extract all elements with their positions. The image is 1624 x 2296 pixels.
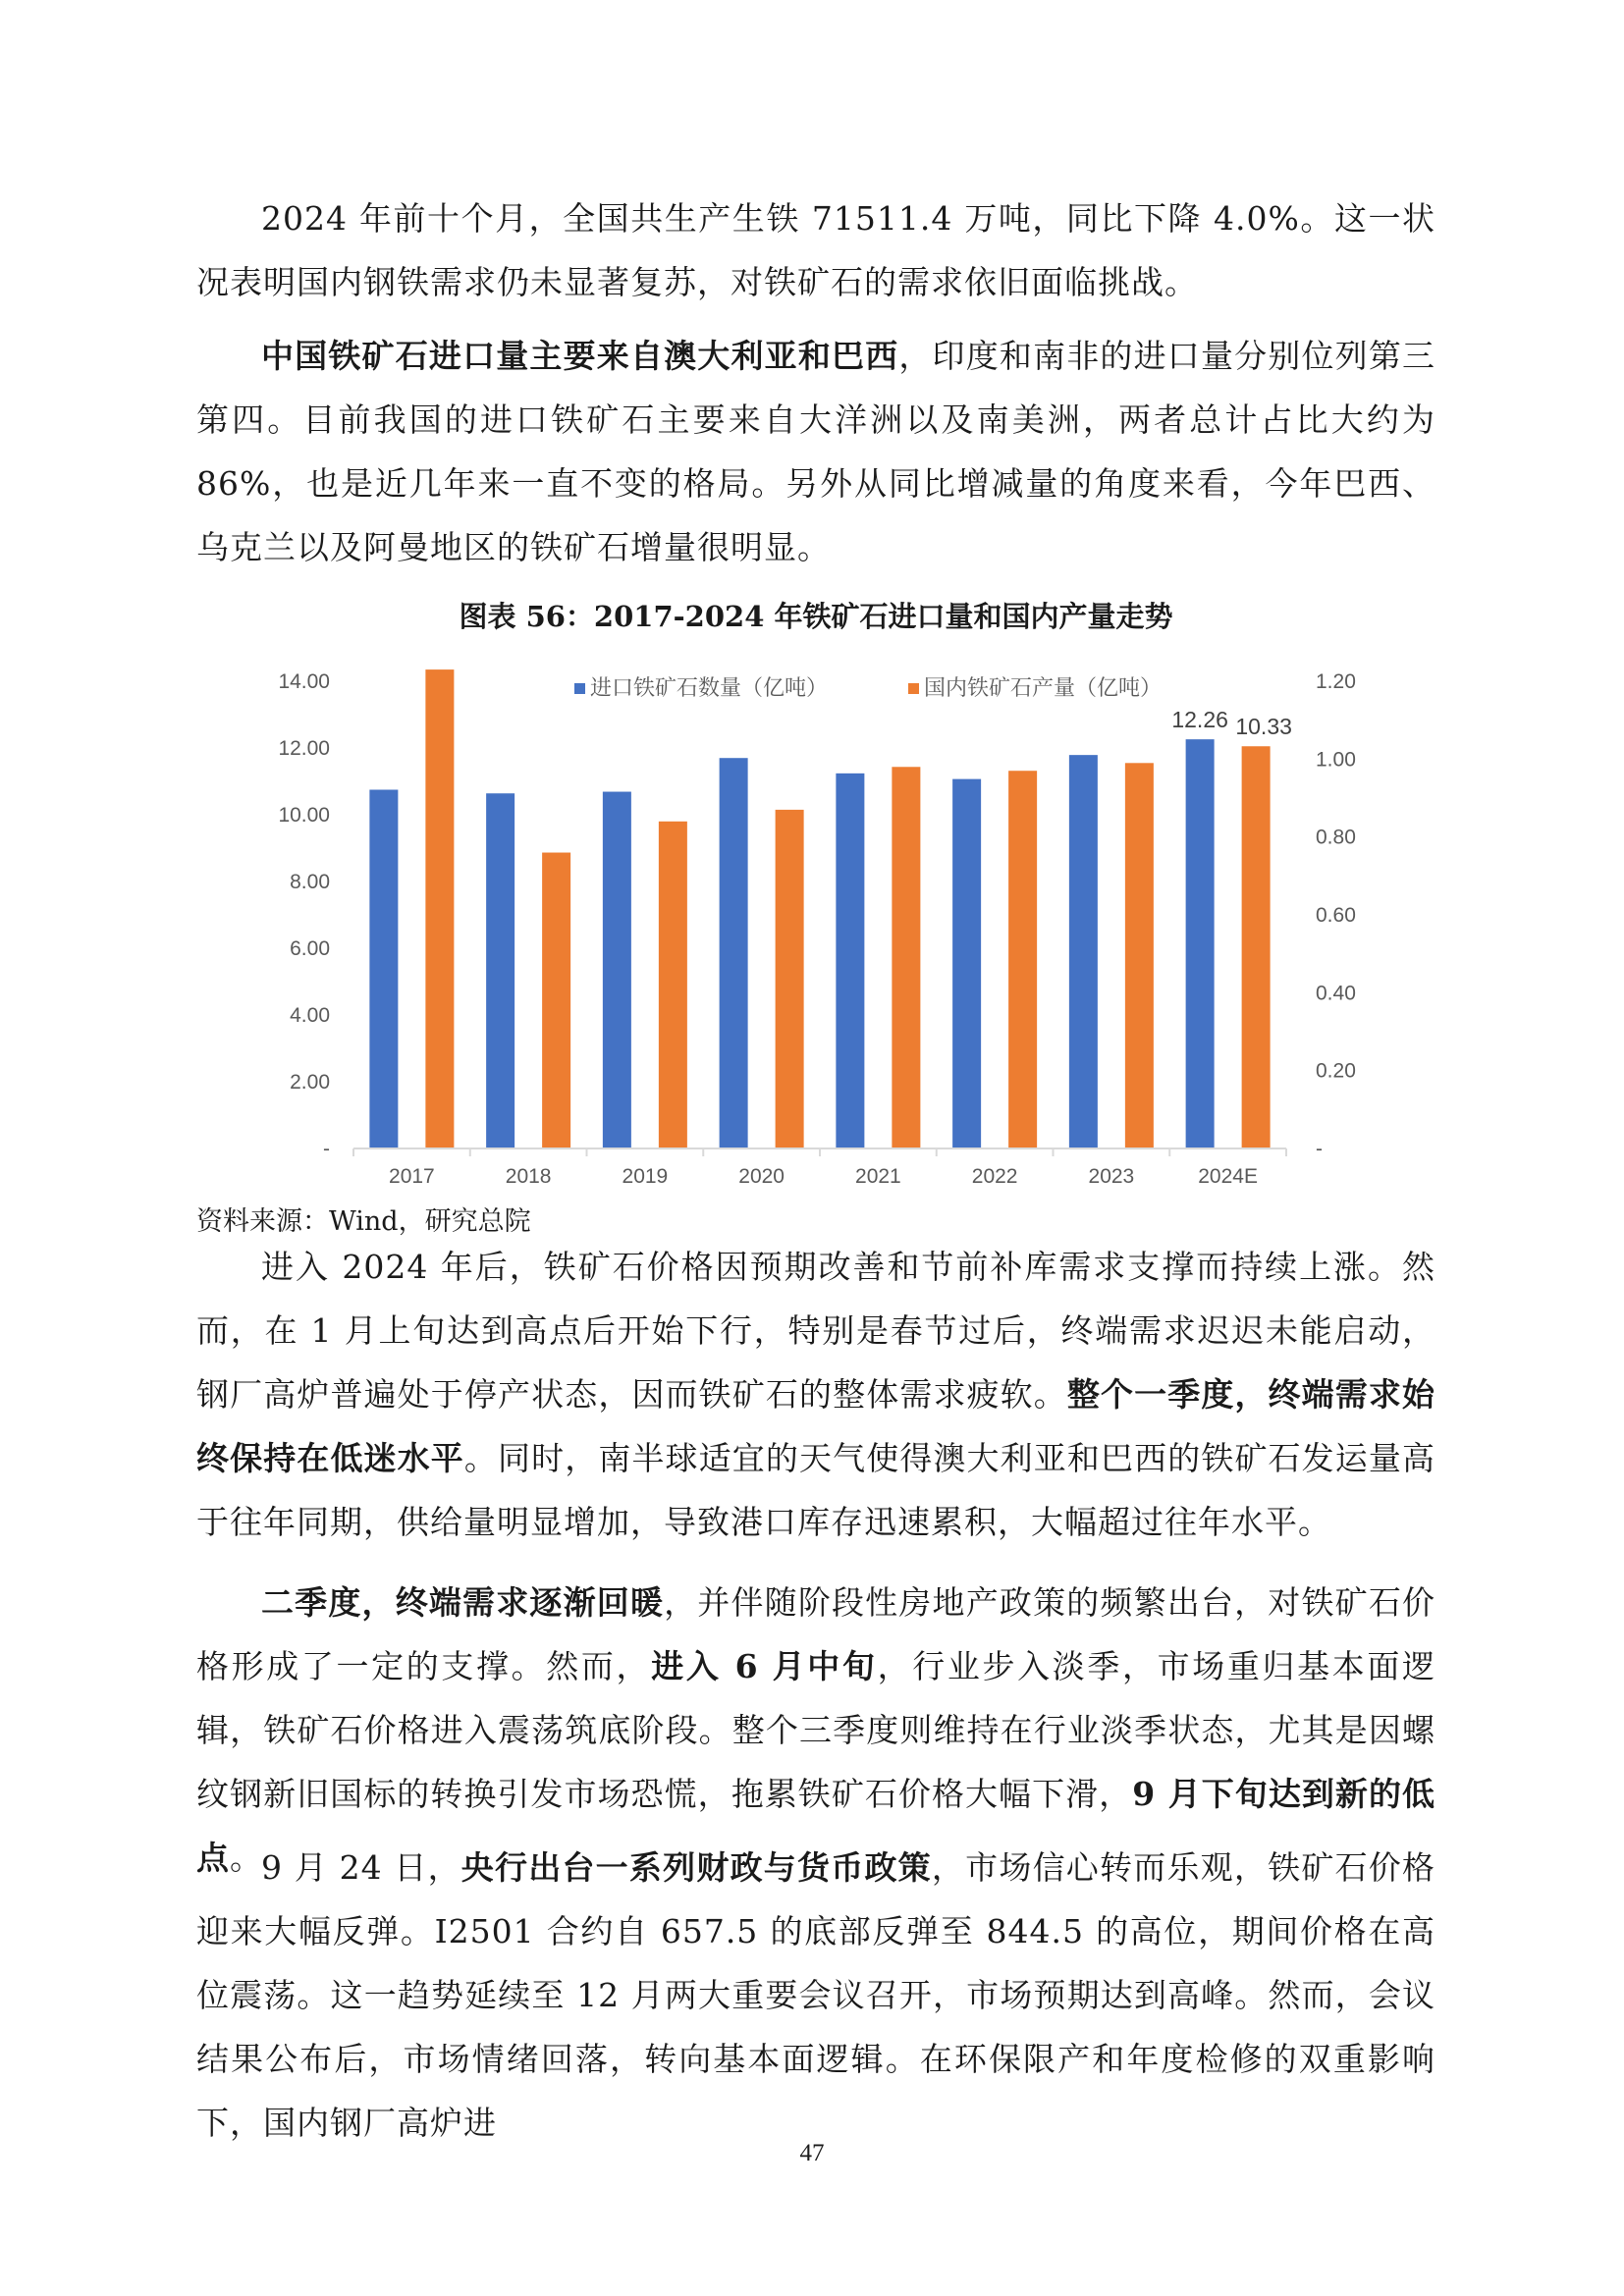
legend-label: 国内铁矿石产量（亿吨） — [924, 675, 1163, 700]
bar-import-2018 — [486, 793, 514, 1148]
bar-import-2021 — [836, 774, 864, 1148]
x-axis-tick-label: 2019 — [622, 1165, 669, 1188]
bar-domestic-2019 — [659, 822, 687, 1148]
right-axis-tick-label: - — [1316, 1138, 1323, 1160]
figure-caption: 图表 56：2017-2024 年铁矿石进口量和国内产量走势 — [459, 600, 1173, 633]
bar-domestic-2024E — [1242, 746, 1271, 1148]
x-axis-tick-label: 2024E — [1198, 1165, 1258, 1188]
bar-domestic-2018 — [542, 853, 570, 1148]
bar-import-2024E — [1186, 739, 1215, 1148]
left-axis-tick-label: 6.00 — [290, 937, 330, 960]
legend-swatch — [574, 683, 585, 694]
data-label: 10.33 — [1235, 714, 1292, 740]
text-run: 2024 年前十个月，全国共生产生铁 71511.4 万吨，同比下降 4.0%。这一状况表明国内钢铁需求仍未显著复苏，对铁矿石的需求依旧面临挑战。 — [196, 199, 1435, 301]
bar-import-2022 — [952, 779, 981, 1148]
x-axis-tick-label: 2020 — [738, 1165, 785, 1188]
bold-text-run: 中国铁矿石进口量主要来自澳大利亚和巴西 — [261, 337, 899, 375]
text-run: ，行业步入淡季，市场重归基本面逻辑，铁矿石价格进入震荡筑底阶段。整个三季度则维持在行业淡季状态，尤其是因螺纹钢新旧国标的转换引发市场恐慌，拖累铁矿石价格大幅下滑， — [196, 1647, 1436, 1813]
text-run: 进入 2024 年后，铁矿石价格因预期改善和节前补库需求支撑而持续上涨。然而，在 1 月上旬达到高点后开始下行，特别是春节过后，终端需求迟迟未能启动，钢厂高炉普遍处于停产状态，因而铁矿石的整体需求疲软。 — [196, 1248, 1435, 1414]
text-run: ，并伴随阶段性房地产政策的频繁出台，对铁矿石价格形成了一定的支撑。然而， — [196, 1583, 1436, 1685]
left-axis-tick-label: 8.00 — [290, 871, 330, 893]
right-axis-tick-label: 0.20 — [1316, 1059, 1356, 1083]
iron-ore-bar-chart — [196, 640, 1435, 1195]
right-axis-tick-label: 0.40 — [1316, 982, 1356, 1005]
page-number: 47 — [799, 2140, 825, 2166]
bold-text-run: 9 月下旬达到新的低点 — [196, 1775, 1435, 1877]
text-run: 9 月 24 日， — [261, 1848, 461, 1887]
text-run: ，印度和南非的进口量分别位列第三第四。目前我国的进口铁矿石主要来自大洋洲以及南美洲，两者总计占比大约为 86%，也是近几年来一直不变的格局。另外从同比增减量的角度来看，今年巴西、乌克兰以及阿曼地区的铁矿石增量很明显。 — [196, 337, 1436, 566]
bar-domestic-2020 — [776, 810, 804, 1148]
bar-import-2020 — [720, 758, 748, 1148]
bold-text-run: 整个一季度，终端需求始终保持在低迷水平 — [196, 1375, 1436, 1477]
bar-domestic-2022 — [1008, 771, 1037, 1148]
right-axis-tick-label: 0.80 — [1316, 826, 1356, 849]
left-axis-tick-label: 10.00 — [278, 804, 330, 827]
paragraph-import-sources — [196, 324, 1435, 579]
bold-text-run: 二季度，终端需求逐渐回暖 — [261, 1583, 665, 1622]
right-axis-tick-label: 0.60 — [1316, 904, 1356, 927]
left-axis-tick-label: 14.00 — [278, 670, 330, 693]
bar-import-2017 — [369, 790, 398, 1149]
left-axis-tick-label: 4.00 — [290, 1004, 330, 1027]
legend-swatch — [908, 683, 919, 694]
bold-text-run: 央行出台一系列财政与货币政策 — [460, 1848, 932, 1887]
x-axis-tick-label: 2022 — [971, 1165, 1018, 1188]
right-axis-tick-label: 1.20 — [1316, 670, 1356, 693]
paragraph-q1-review — [196, 1235, 1435, 1554]
left-axis-tick-label: 12.00 — [278, 737, 330, 760]
left-axis-tick-label: 2.00 — [290, 1071, 330, 1094]
bar-import-2019 — [603, 792, 631, 1148]
x-axis-tick-label: 2023 — [1088, 1165, 1135, 1188]
bar-domestic-2021 — [892, 767, 920, 1148]
text-run: 。同时，南半球适宜的天气使得澳大利亚和巴西的铁矿石发运量高于往年同期，供给量明显增加，导致港口库存迅速累积，大幅超过往年水平。 — [196, 1439, 1436, 1541]
paragraph-pig-iron-output — [196, 187, 1435, 314]
source-note: 资料来源：Wind，研究总院 — [196, 1206, 531, 1237]
paragraph-q4-review — [196, 1836, 1435, 2155]
bar-domestic-2023 — [1125, 763, 1154, 1148]
bold-text-run: 进入 6 月中旬 — [651, 1647, 878, 1685]
right-axis-tick-label: 1.00 — [1316, 748, 1356, 772]
text-run: ，市场信心转而乐观，铁矿石价格迎来大幅反弹。I2501 合约自 657.5 的底部反弹至 844.5 的高位，期间价格在高位震荡。这一趋势延续至 12 月两大重要会议召开，市场预期达到高峰。然而，会议结果公布后，市场情绪回落，转向基本面逻辑。在环保限产和年度检修的双重影响下，国内钢厂高炉进 — [196, 1848, 1436, 2142]
x-axis-tick-label: 2021 — [855, 1165, 901, 1188]
legend-label: 进口铁矿石数量（亿吨） — [590, 675, 829, 700]
x-axis-tick-label: 2017 — [389, 1165, 435, 1188]
x-axis-tick-label: 2018 — [505, 1165, 552, 1188]
left-axis-tick-label: - — [323, 1138, 330, 1160]
bar-domestic-2017 — [425, 669, 454, 1148]
data-label: 12.26 — [1171, 707, 1228, 733]
bar-import-2023 — [1069, 755, 1098, 1148]
text-run: 。 — [230, 1839, 263, 1877]
